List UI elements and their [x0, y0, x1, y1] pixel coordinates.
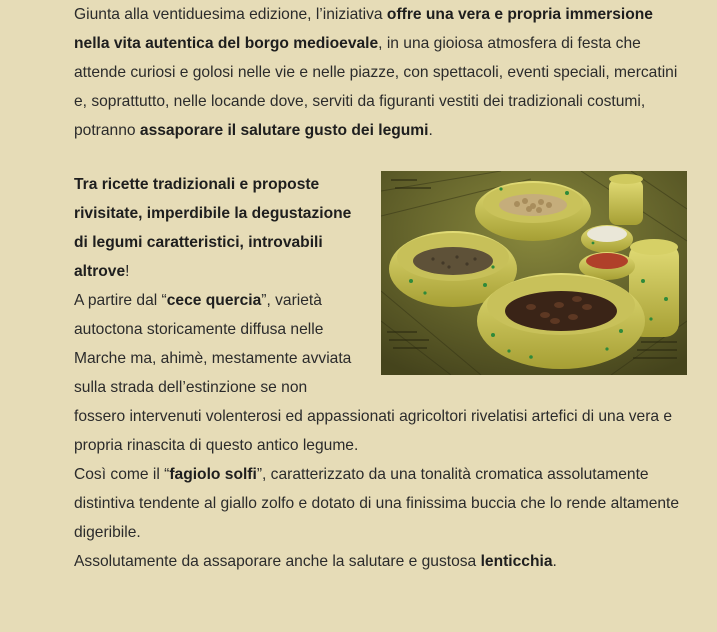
- fagiolo-paragraph: [74, 460, 687, 547]
- lenticchia-name: lenticchia: [480, 553, 553, 570]
- lenticchia-text-2: .: [552, 553, 557, 570]
- legumes-lead-bold: Tra ricette tradizionali e proposte rivisitate, imperdibile la degustazione di legumi caratteristici, introvabili altrove: [74, 176, 352, 280]
- lenticchia-text-1: Assolutamente da assaporare anche la salutare e gustosa: [74, 553, 481, 570]
- fagiolo-text-1: Così come il “: [74, 466, 170, 483]
- intro-text-2: , in una gioiosa atmosfera di festa che attende curiosi e golosi nelle vie e nelle piazze, con spettacoli, eventi speciali, mercatini e, soprattutto, nelle locande dove, serviti da figuranti vestiti dei tradizionali costumi, potranno: [74, 35, 678, 139]
- intro-text-3: .: [428, 122, 433, 139]
- cece-text-2: ”, varietà autoctona storicamente diffusa nelle Marche ma, ahimè, mestamente avviata sulla strada dell’estinzione se non fossero intervenuti volenterosi ed appassionati agricoltori rivelatisi artefici di una vera e propria rinascita di questo antico legume.: [74, 292, 673, 454]
- article-body: [74, 0, 687, 576]
- intro-paragraph: [74, 0, 687, 145]
- legumes-lead-end: !: [125, 263, 130, 280]
- fagiolo-text-2: ”, caratterizzato da una tonalità cromatica assolutamente distintiva tendente al giallo zolfo e dotato di una finissima buccia che lo rende altamente digeribile.: [74, 466, 680, 541]
- intro-bold-2: assaporare il salutare gusto dei legumi: [139, 122, 429, 139]
- intro-bold-1: offre una vera e propria immersione nella vita autentica del borgo medioevale: [74, 6, 653, 52]
- cece-text-1: A partire dal “: [74, 292, 167, 309]
- legumes-bowls-image: [381, 171, 687, 375]
- intro-text-1: Giunta alla ventiduesima edizione, l’iniziativa: [74, 6, 387, 23]
- lenticchia-paragraph: [74, 547, 687, 576]
- cece-name: cece quercia: [166, 292, 262, 309]
- fagiolo-name: fagiolo solfi: [169, 466, 257, 483]
